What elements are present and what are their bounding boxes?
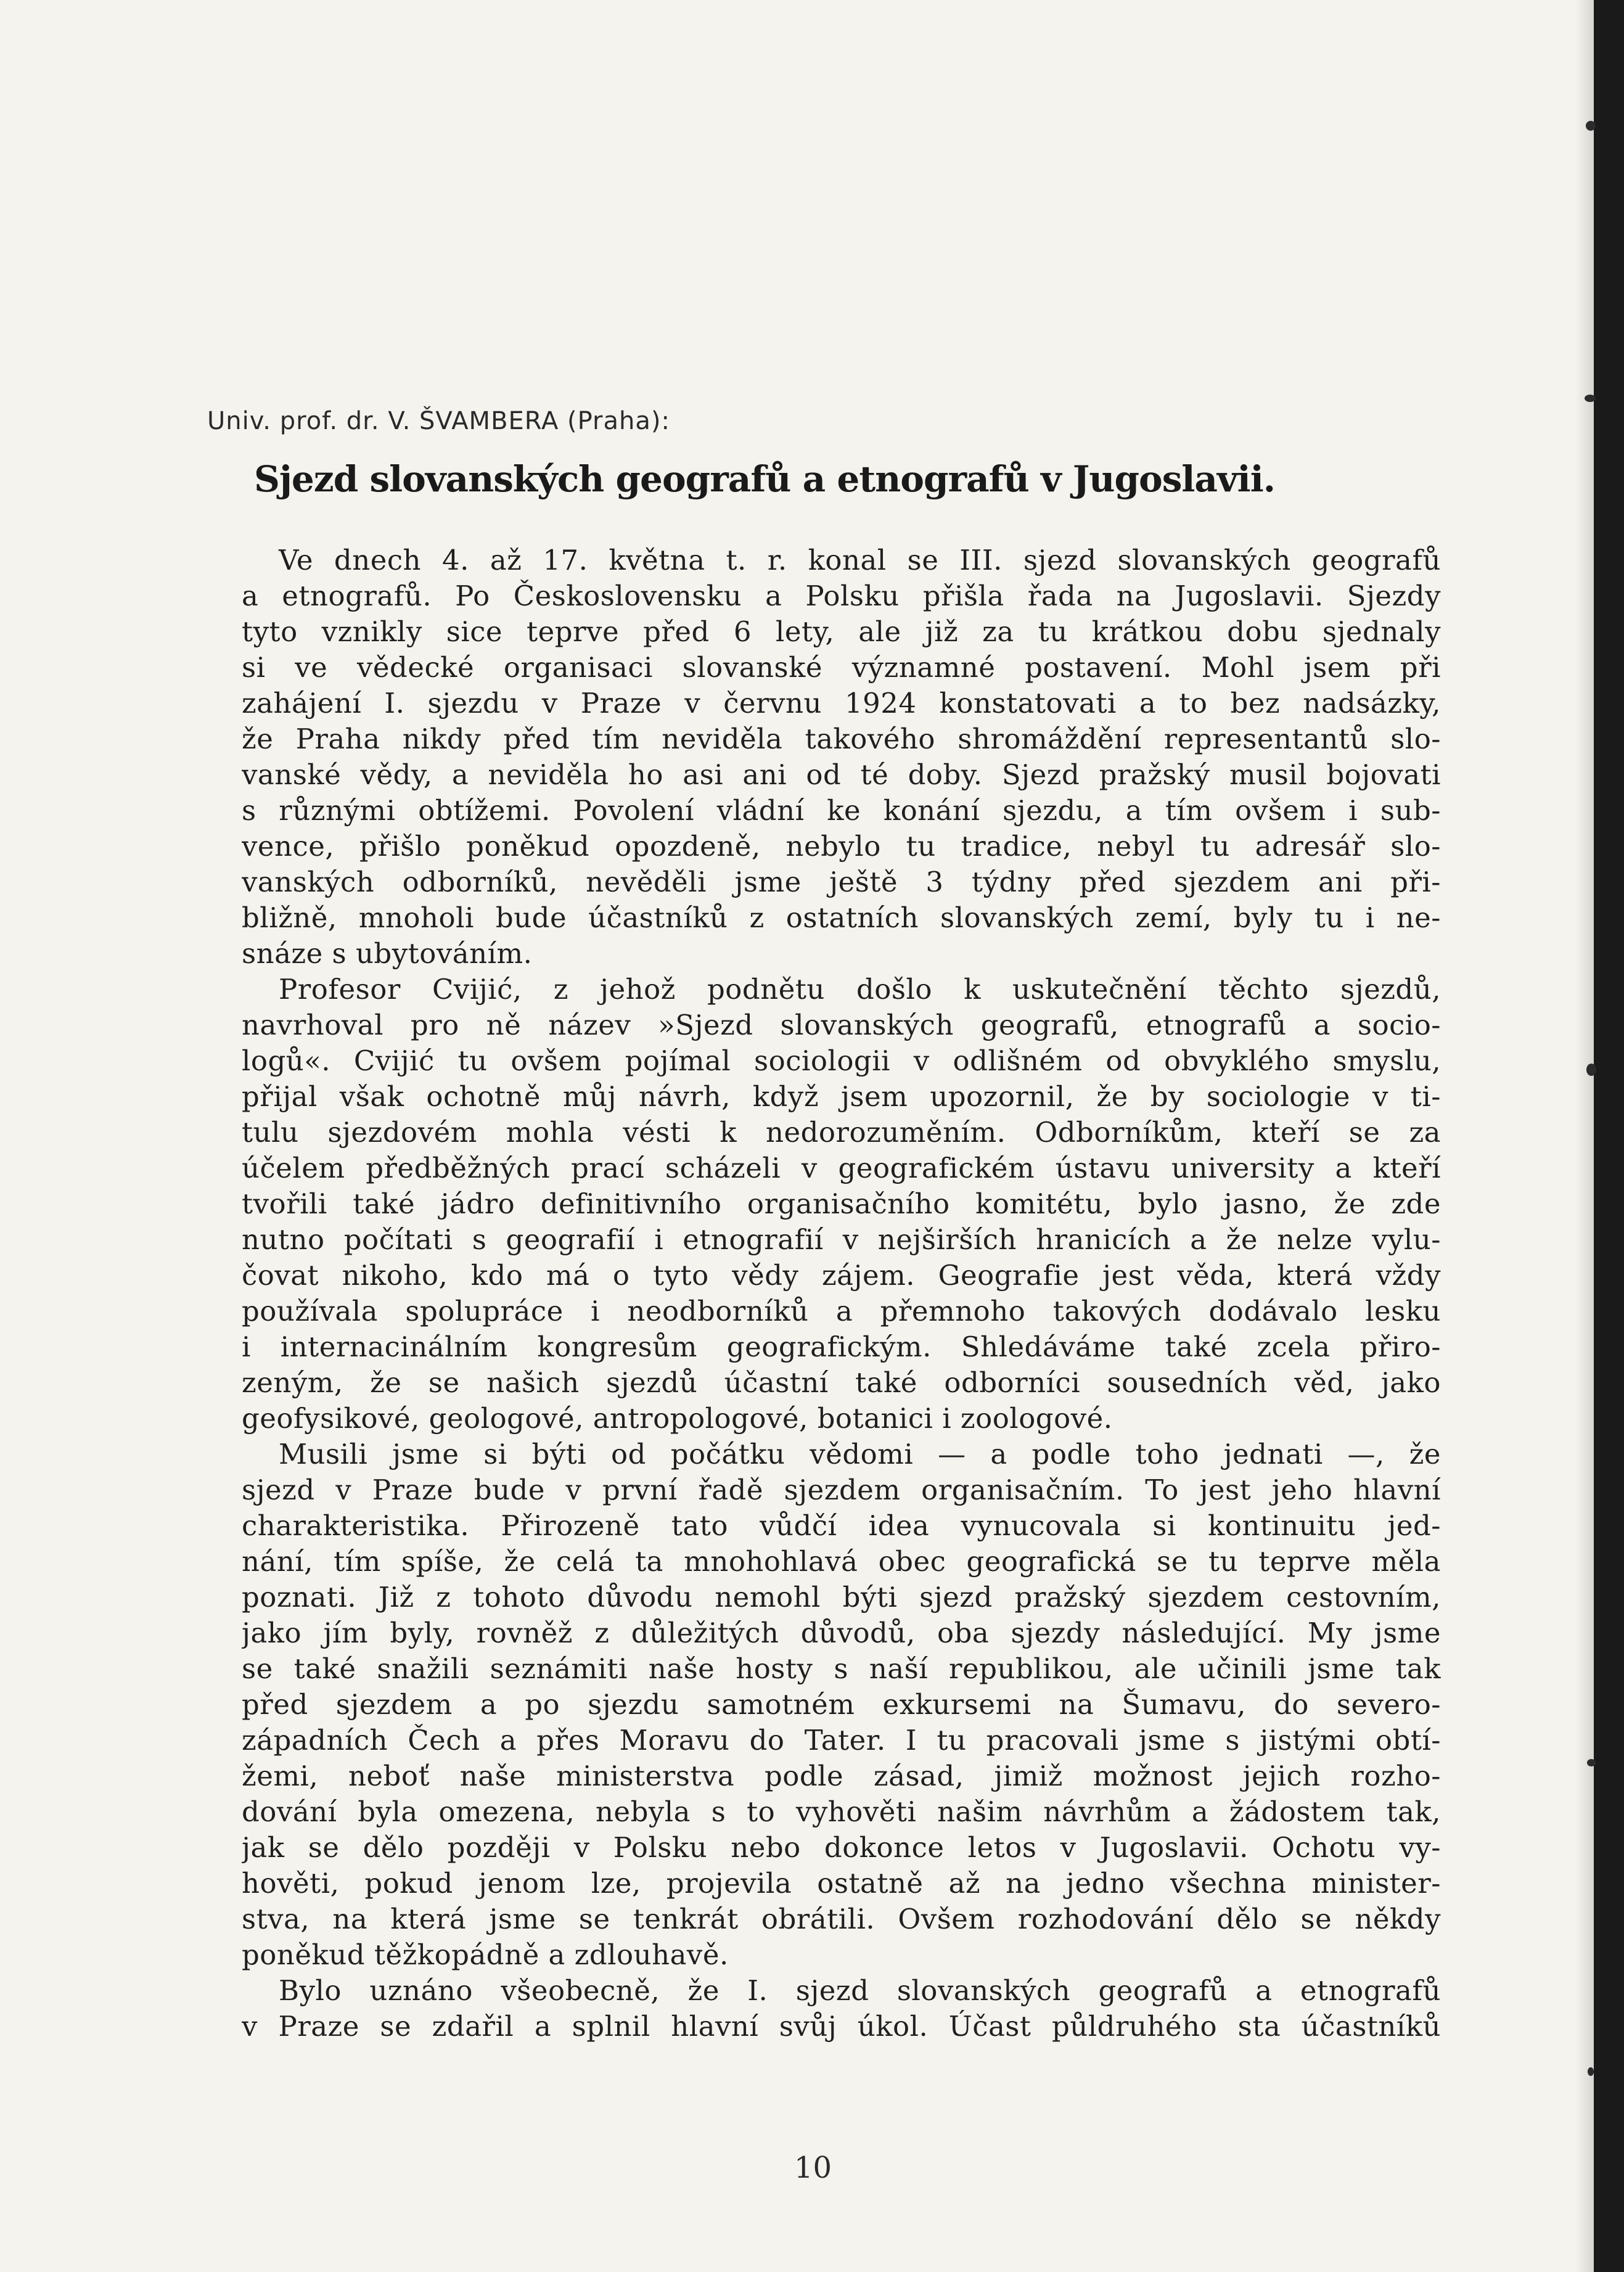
text-line: že Praha nikdy před tím neviděla takového shromáždění representantů slo-	[242, 723, 1441, 755]
text-line: zahájení I. sjezdu v Praze v červnu 1924 konstatovati a to bez nadsázky,	[242, 687, 1441, 720]
text-line: navrhoval pro ně název »Sjezd slovanských geografů, etnografů a socio-	[242, 1009, 1441, 1041]
text-line: v Praze se zdařil a splnil hlavní svůj úkol. Účast půldruhého sta účastníků	[242, 2010, 1441, 2043]
text-line: Bylo uznáno všeobecně, že I. sjezd slovanských geografů a etnografů	[279, 1974, 1441, 2007]
page-number: 10	[794, 2151, 832, 2185]
text-line: stva, na která jsme se tenkrát obrátili. Ovšem rozhodování dělo se někdy	[242, 1903, 1441, 1935]
text-line: používala spolupráce i neodborníků a přemnoho takových dodávalo lesku	[242, 1295, 1441, 1327]
text-line: sjezd v Praze bude v první řadě sjezdem organisačním. To jest jeho hlavní	[242, 1474, 1441, 1506]
text-line: zeným, že se našich sjezdů účastní také odborníci sousedních věd, jako	[242, 1366, 1441, 1399]
text-line: si ve vědecké organisaci slovanské významné postavení. Mohl jsem při	[242, 651, 1441, 684]
article-title: Sjezd slovanských geografů a etnografů v Jugoslavii.	[254, 458, 1275, 500]
text-line: geofysikové, geologové, antropologové, botanici i zoologové.	[242, 1402, 1113, 1435]
text-line: a etnografů. Po Československu a Polsku přišla řada na Jugoslavii. Sjezdy	[242, 580, 1441, 612]
text-line: žemi, neboť naše ministerstva podle zásad, jimiž možnost jejich rozho-	[242, 1760, 1441, 1792]
text-line: Musili jsme si býti od počátku vědomi — a podle toho jednati —, že	[279, 1438, 1441, 1470]
author-byline: Univ. prof. dr. V. ŠVAMBERA (Praha):	[207, 407, 670, 435]
text-line: snáze s ubytováním.	[242, 937, 533, 970]
margin-mark	[1586, 121, 1596, 131]
text-line: i internacinálním kongresům geografickým. Shledáváme také zcela přiro-	[242, 1331, 1441, 1363]
page-edge-shadow	[1575, 0, 1594, 2272]
margin-mark	[1585, 395, 1596, 402]
text-line: tvořili také jádro definitivního organisačního komitétu, bylo jasno, že zde	[242, 1187, 1441, 1220]
text-line: Ve dnech 4. až 17. května t. r. konal se III. sjezd slovanských geografů	[279, 544, 1441, 576]
text-line: Profesor Cvijić, z jehož podnětu došlo k uskutečnění těchto sjezdů,	[279, 973, 1441, 1006]
text-line: dování byla omezena, nebyla s to vyhověti našim návrhům a žádostem tak,	[242, 1795, 1441, 1828]
text-line: logů«. Cvijić tu ovšem pojímal sociologii v odlišném od obvyklého smyslu,	[242, 1044, 1441, 1077]
text-line: vanské vědy, a neviděla ho asi ani od té doby. Sjezd pražský musil bojovati	[242, 758, 1441, 791]
margin-mark	[1586, 1064, 1596, 1076]
text-line: čovat nikoho, kdo má o tyto vědy zájem. Geografie jest věda, která vždy	[242, 1259, 1441, 1292]
text-line: jako jím byly, rovněž z důležitých důvodů, oba sjezdy následující. My jsme	[242, 1617, 1441, 1649]
margin-mark	[1587, 1759, 1596, 1766]
text-line: účelem předběžných prací scházeli v geografickém ústavu university a kteří	[242, 1152, 1441, 1184]
text-line: před sjezdem a po sjezdu samotném exkursemi na Šumavu, do severo-	[242, 1688, 1441, 1721]
text-line: vence, přišlo poněkud opozdeně, nebylo tu tradice, nebyl tu adresář slo-	[242, 830, 1441, 863]
text-line: jak se dělo později v Polsku nebo dokonce letos v Jugoslavii. Ochotu vy-	[242, 1831, 1441, 1864]
text-line: hověti, pokud jenom lze, projevila ostatně až na jedno všechna minister-	[242, 1867, 1441, 1900]
text-line: tulu sjezdovém mohla vésti k nedorozuměním. Odborníkům, kteří se za	[242, 1116, 1441, 1149]
text-line: vanských odborníků, nevěděli jsme ještě 3 týdny před sjezdem ani při-	[242, 866, 1441, 898]
text-line: přijal však ochotně můj návrh, když jsem upozornil, že by sociologie v ti-	[242, 1080, 1441, 1113]
text-line: bližně, mnoholi bude účastníků z ostatních slovanských zemí, byly tu i ne-	[242, 901, 1441, 934]
text-line: nání, tím spíše, že celá ta mnohohlavá obec geografická se tu teprve měla	[242, 1545, 1441, 1578]
text-line: nutno počítati s geografií i etnografií v nejširších hranicích a že nelze vylu-	[242, 1223, 1441, 1256]
text-line: západních Čech a přes Moravu do Tater. I tu pracovali jsme s jistými obtí-	[242, 1724, 1441, 1757]
margin-mark	[1588, 2067, 1594, 2076]
article-body	[242, 543, 1441, 2044]
text-line: poněkud těžkopádně a zdlouhavě.	[242, 1938, 729, 1971]
text-line: s různými obtížemi. Povolení vládní ke konání sjezdu, a tím ovšem i sub-	[242, 794, 1441, 827]
text-line: poznati. Již z tohoto důvodu nemohl býti sjezd pražský sjezdem cestovním,	[242, 1581, 1441, 1614]
text-line: se také snažili seznámiti naše hosty s naší republikou, ale učinili jsme tak	[242, 1652, 1441, 1685]
text-line: tyto vznikly sice teprve před 6 lety, ale již za tu krátkou dobu sjednaly	[242, 615, 1441, 648]
text-line: charakteristika. Přirozeně tato vůdčí idea vynucovala si kontinuitu jed-	[242, 1509, 1441, 1542]
